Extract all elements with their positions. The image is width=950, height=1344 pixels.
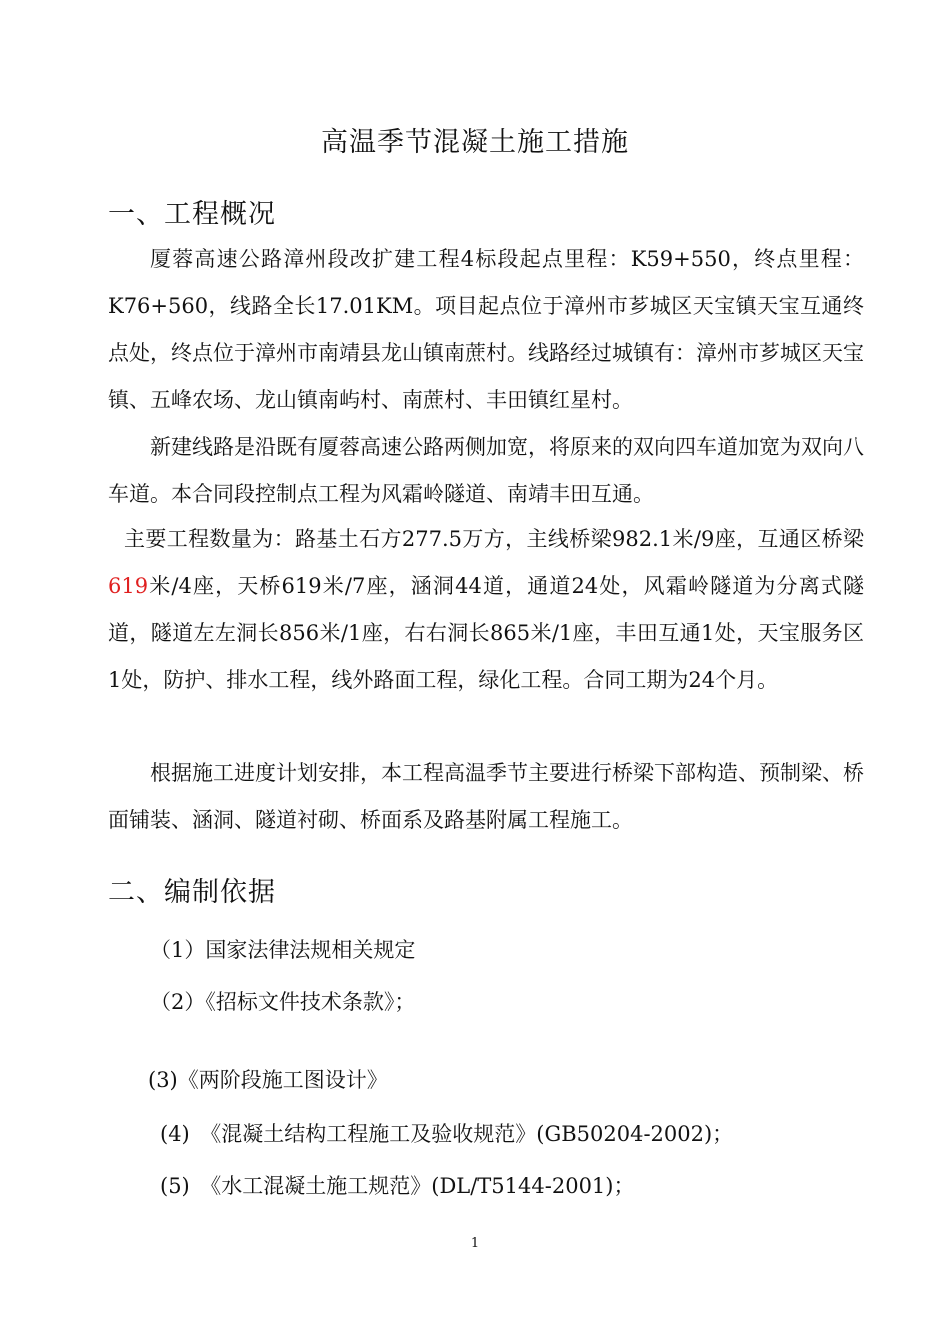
reference-item: （2）《招标文件技术条款》； (150, 990, 416, 1014)
page-number: 1 (470, 1236, 480, 1251)
document-title: 高温季节混凝土施工措施 (321, 127, 629, 158)
highlighted-value: 619 (108, 574, 149, 598)
paragraph-project-overview: 厦蓉高速公路漳州段改扩建工程4标段起点里程：K59+550，终点里程：K76+560，线路全长17.01KM。项目起点位于漳州市芗城区天宝镇天宝互通终点处，终点位于漳州市南靖县龙山镇南蔗村。线路经过城镇有：漳州市芗城区天宝镇、五峰农场、龙山镇南屿村、南蔗村、丰田镇红星村。 (108, 247, 864, 412)
section-heading-basis: 二、编制依据 (108, 877, 276, 908)
paragraph-schedule: 根据施工进度计划安排，本工程高温季节主要进行桥梁下部构造、预制梁、桥面铺装、涵洞、隧道衬砌、桥面系及路基附属工程施工。 (108, 761, 864, 832)
reference-item: (5) 《水工混凝土施工规范》(DL/T5144-2001)； (160, 1174, 635, 1198)
quantities-text-start: 主要工程数量为：路基土石方277.5万方，主线桥梁982.1米/9座，互通区桥梁 (124, 527, 864, 551)
section-heading-overview: 一、工程概况 (108, 199, 276, 230)
reference-item: (4) 《混凝土结构工程施工及验收规范》(GB50204-2002)； (160, 1122, 734, 1146)
paragraph-quantities (108, 516, 864, 704)
paragraph-widening: 新建线路是沿既有厦蓉高速公路两侧加宽，将原来的双向四车道加宽为双向八车道。本合同段控制点工程为风霜岭隧道、南靖丰田互通。 (108, 435, 864, 506)
quantities-text-end: 米/4座，天桥619米/7座，涵洞44道，通道24处，风霜岭隧道为分离式隧道，隧道左左洞长856米/1座，右右洞长865米/1座，丰田互通1处，天宝服务区1处，防护、排水工程，线外路面工程，绿化工程。合同工期为24个月。 (108, 574, 864, 692)
reference-item: (3)《两阶段施工图设计》 (148, 1068, 388, 1092)
reference-item: （1）国家法律法规相关规定 (150, 938, 416, 962)
